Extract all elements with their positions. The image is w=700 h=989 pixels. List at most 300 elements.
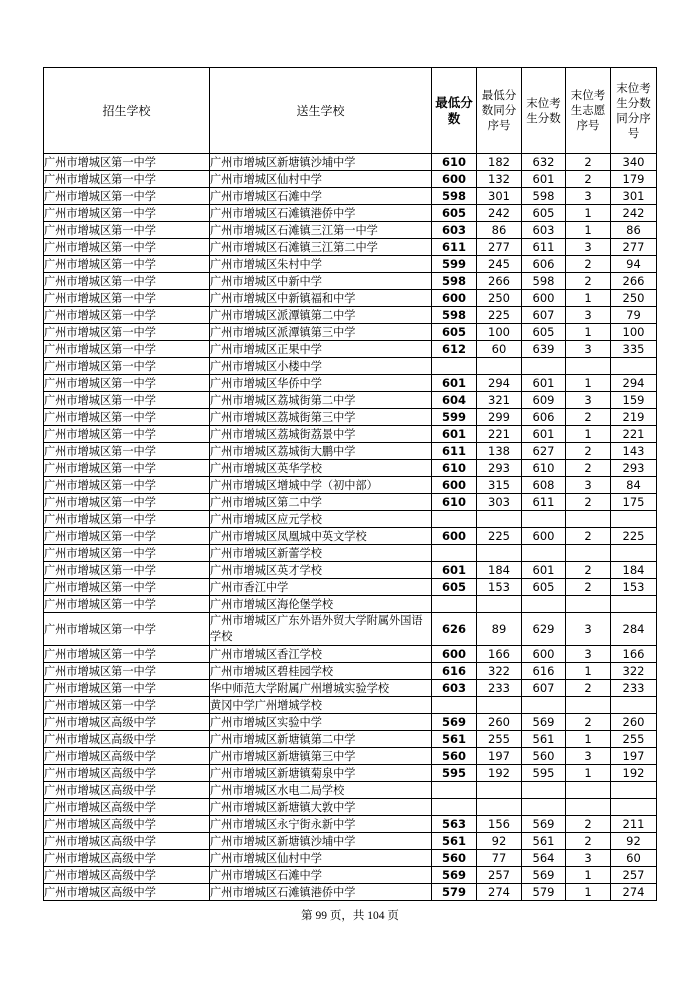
last-pref-rank-cell: 2 xyxy=(566,409,611,426)
admit-school-cell: 广州市增城区第一中学 xyxy=(44,375,210,392)
last-pref-rank-cell: 2 xyxy=(566,256,611,273)
send-school-cell: 广州市增城区碧桂园学校 xyxy=(210,663,432,680)
last-pref-rank-cell: 3 xyxy=(566,748,611,765)
table-row xyxy=(44,714,657,731)
last-score-cell: 560 xyxy=(522,748,566,765)
min-score-rank-cell xyxy=(477,511,522,528)
min-score-rank-cell xyxy=(477,799,522,816)
min-score-cell: 611 xyxy=(432,443,477,460)
admit-school-cell: 广州市增城区第一中学 xyxy=(44,307,210,324)
min-score-rank-cell: 315 xyxy=(477,477,522,494)
min-score-cell: 569 xyxy=(432,714,477,731)
table-row xyxy=(44,528,657,545)
min-score-cell: 600 xyxy=(432,646,477,663)
last-score-cell: 627 xyxy=(522,443,566,460)
admit-school-cell: 广州市增城区第一中学 xyxy=(44,205,210,222)
min-score-rank-cell: 299 xyxy=(477,409,522,426)
send-school-cell: 广州市增城区荔城街大鹏中学 xyxy=(210,443,432,460)
admit-school-cell: 广州市增城区第一中学 xyxy=(44,579,210,596)
last-same-rank-cell xyxy=(611,511,657,528)
min-score-rank-cell: 192 xyxy=(477,765,522,782)
table-row xyxy=(44,443,657,460)
score-table xyxy=(43,67,657,901)
send-school-cell: 广州市增城区石滩镇港侨中学 xyxy=(210,205,432,222)
min-score-cell: 598 xyxy=(432,188,477,205)
min-score-rank-cell: 257 xyxy=(477,867,522,884)
table-row xyxy=(44,358,657,375)
min-score-cell: 601 xyxy=(432,426,477,443)
send-school-cell: 广州市增城区新塘镇菊泉中学 xyxy=(210,765,432,782)
last-score-cell: 561 xyxy=(522,731,566,748)
last-score-cell xyxy=(522,697,566,714)
send-school-cell: 广州市增城区增城中学（初中部） xyxy=(210,477,432,494)
table-row xyxy=(44,562,657,579)
min-score-rank-cell xyxy=(477,782,522,799)
min-score-cell: 612 xyxy=(432,341,477,358)
last-pref-rank-cell: 1 xyxy=(566,884,611,901)
last-same-rank-cell: 250 xyxy=(611,290,657,307)
last-same-rank-cell: 277 xyxy=(611,239,657,256)
min-score-cell: 600 xyxy=(432,171,477,188)
last-score-cell: 607 xyxy=(522,680,566,697)
min-score-rank-cell: 100 xyxy=(477,324,522,341)
min-score-cell: 611 xyxy=(432,239,477,256)
page-footer: 第 99 页，共 104 页 xyxy=(301,910,399,922)
min-score-cell: 603 xyxy=(432,222,477,239)
last-same-rank-cell: 284 xyxy=(611,613,657,646)
admit-school-cell: 广州市增城区第一中学 xyxy=(44,443,210,460)
last-pref-rank-cell xyxy=(566,596,611,613)
last-same-rank-cell: 266 xyxy=(611,273,657,290)
send-school-cell: 广州市增城区荔城街第三中学 xyxy=(210,409,432,426)
last-score-cell: 603 xyxy=(522,222,566,239)
last-pref-rank-cell: 1 xyxy=(566,205,611,222)
last-same-rank-cell: 100 xyxy=(611,324,657,341)
table-row xyxy=(44,596,657,613)
min-score-cell: 626 xyxy=(432,613,477,646)
header-min-score: 最低分数 xyxy=(432,68,477,154)
last-same-rank-cell: 242 xyxy=(611,205,657,222)
last-pref-rank-cell xyxy=(566,545,611,562)
admit-school-cell: 广州市增城区第一中学 xyxy=(44,697,210,714)
last-same-rank-cell: 219 xyxy=(611,409,657,426)
admit-school-cell: 广州市增城区高级中学 xyxy=(44,867,210,884)
last-same-rank-cell: 159 xyxy=(611,392,657,409)
table-row xyxy=(44,511,657,528)
min-score-rank-cell: 138 xyxy=(477,443,522,460)
table-row xyxy=(44,731,657,748)
send-school-cell: 华中师范大学附属广州增城实验学校 xyxy=(210,680,432,697)
min-score-rank-cell: 86 xyxy=(477,222,522,239)
min-score-cell: 598 xyxy=(432,307,477,324)
last-score-cell: 610 xyxy=(522,460,566,477)
last-same-rank-cell: 274 xyxy=(611,884,657,901)
min-score-rank-cell: 233 xyxy=(477,680,522,697)
send-school-cell: 广州市增城区新塘镇沙埔中学 xyxy=(210,154,432,171)
admit-school-cell: 广州市增城区高级中学 xyxy=(44,816,210,833)
min-score-rank-cell: 303 xyxy=(477,494,522,511)
send-school-cell: 广州市增城区石滩镇三江第二中学 xyxy=(210,239,432,256)
min-score-rank-cell: 277 xyxy=(477,239,522,256)
admit-school-cell: 广州市增城区高级中学 xyxy=(44,884,210,901)
min-score-rank-cell xyxy=(477,545,522,562)
last-same-rank-cell: 143 xyxy=(611,443,657,460)
table-row xyxy=(44,748,657,765)
last-same-rank-cell: 322 xyxy=(611,663,657,680)
last-score-cell: 632 xyxy=(522,154,566,171)
last-score-cell: 569 xyxy=(522,867,566,884)
last-pref-rank-cell: 1 xyxy=(566,222,611,239)
admit-school-cell: 广州市增城区高级中学 xyxy=(44,799,210,816)
admit-school-cell: 广州市增城区第一中学 xyxy=(44,460,210,477)
header-last-score: 末位考生分数 xyxy=(522,68,566,154)
table-row xyxy=(44,833,657,850)
table-row xyxy=(44,545,657,562)
last-pref-rank-cell: 2 xyxy=(566,714,611,731)
min-score-rank-cell: 156 xyxy=(477,816,522,833)
admit-school-cell: 广州市增城区第一中学 xyxy=(44,358,210,375)
last-score-cell: 605 xyxy=(522,205,566,222)
last-same-rank-cell xyxy=(611,596,657,613)
min-score-cell xyxy=(432,358,477,375)
last-same-rank-cell: 84 xyxy=(611,477,657,494)
admit-school-cell: 广州市增城区第一中学 xyxy=(44,239,210,256)
min-score-rank-cell: 225 xyxy=(477,307,522,324)
last-pref-rank-cell: 3 xyxy=(566,239,611,256)
min-score-rank-cell: 77 xyxy=(477,850,522,867)
min-score-cell: 595 xyxy=(432,765,477,782)
send-school-cell: 广州市香江中学 xyxy=(210,579,432,596)
admit-school-cell: 广州市增城区高级中学 xyxy=(44,833,210,850)
table-body xyxy=(44,154,657,901)
min-score-cell: 610 xyxy=(432,154,477,171)
send-school-cell: 广州市增城区石滩镇港侨中学 xyxy=(210,884,432,901)
send-school-cell: 广州市增城区新塘镇沙埔中学 xyxy=(210,833,432,850)
admit-school-cell: 广州市增城区第一中学 xyxy=(44,596,210,613)
last-score-cell: 611 xyxy=(522,239,566,256)
min-score-rank-cell: 260 xyxy=(477,714,522,731)
admit-school-cell: 广州市增城区高级中学 xyxy=(44,714,210,731)
min-score-rank-cell: 92 xyxy=(477,833,522,850)
last-pref-rank-cell: 1 xyxy=(566,765,611,782)
last-pref-rank-cell: 2 xyxy=(566,562,611,579)
last-same-rank-cell: 153 xyxy=(611,579,657,596)
min-score-rank-cell: 153 xyxy=(477,579,522,596)
min-score-cell: 599 xyxy=(432,256,477,273)
admit-school-cell: 广州市增城区第一中学 xyxy=(44,426,210,443)
last-pref-rank-cell: 2 xyxy=(566,833,611,850)
min-score-cell: 600 xyxy=(432,290,477,307)
min-score-cell: 561 xyxy=(432,731,477,748)
admit-school-cell: 广州市增城区第一中学 xyxy=(44,188,210,205)
table-row xyxy=(44,324,657,341)
last-pref-rank-cell: 1 xyxy=(566,731,611,748)
min-score-cell: 563 xyxy=(432,816,477,833)
min-score-cell xyxy=(432,799,477,816)
min-score-cell: 605 xyxy=(432,205,477,222)
last-pref-rank-cell: 3 xyxy=(566,646,611,663)
table-row xyxy=(44,409,657,426)
last-pref-rank-cell: 1 xyxy=(566,663,611,680)
last-score-cell: 611 xyxy=(522,494,566,511)
min-score-rank-cell: 255 xyxy=(477,731,522,748)
min-score-cell: 603 xyxy=(432,680,477,697)
table-row xyxy=(44,154,657,171)
last-same-rank-cell: 175 xyxy=(611,494,657,511)
send-school-cell: 广州市增城区华侨中学 xyxy=(210,375,432,392)
last-same-rank-cell: 255 xyxy=(611,731,657,748)
table-row xyxy=(44,816,657,833)
table-row xyxy=(44,239,657,256)
last-score-cell xyxy=(522,782,566,799)
last-same-rank-cell: 166 xyxy=(611,646,657,663)
last-score-cell: 595 xyxy=(522,765,566,782)
last-pref-rank-cell: 3 xyxy=(566,392,611,409)
admit-school-cell: 广州市增城区第一中学 xyxy=(44,545,210,562)
send-school-cell: 广州市增城区小楼中学 xyxy=(210,358,432,375)
last-score-cell xyxy=(522,545,566,562)
table-row xyxy=(44,222,657,239)
send-school-cell: 广州市增城区荔城街第二中学 xyxy=(210,392,432,409)
send-school-cell: 广州市增城区新塘镇第三中学 xyxy=(210,748,432,765)
admit-school-cell: 广州市增城区第一中学 xyxy=(44,392,210,409)
send-school-cell: 广州市增城区中新镇福和中学 xyxy=(210,290,432,307)
send-school-cell: 广州市增城区海伦堡学校 xyxy=(210,596,432,613)
admit-school-cell: 广州市增城区第一中学 xyxy=(44,613,210,646)
last-same-rank-cell: 179 xyxy=(611,171,657,188)
last-pref-rank-cell: 2 xyxy=(566,273,611,290)
admit-school-cell: 广州市增城区第一中学 xyxy=(44,511,210,528)
admit-school-cell: 广州市增城区第一中学 xyxy=(44,222,210,239)
last-score-cell: 569 xyxy=(522,714,566,731)
last-pref-rank-cell: 2 xyxy=(566,528,611,545)
min-score-cell: 601 xyxy=(432,375,477,392)
admit-school-cell: 广州市增城区第一中学 xyxy=(44,477,210,494)
send-school-cell: 广州市增城区香江学校 xyxy=(210,646,432,663)
last-score-cell: 601 xyxy=(522,171,566,188)
admit-school-cell: 广州市增城区第一中学 xyxy=(44,663,210,680)
table-row xyxy=(44,850,657,867)
table-row xyxy=(44,782,657,799)
send-school-cell: 广州市增城区永宁街永新中学 xyxy=(210,816,432,833)
last-score-cell: 616 xyxy=(522,663,566,680)
last-score-cell xyxy=(522,596,566,613)
min-score-cell: 598 xyxy=(432,273,477,290)
last-same-rank-cell xyxy=(611,697,657,714)
last-same-rank-cell: 340 xyxy=(611,154,657,171)
table-row xyxy=(44,307,657,324)
last-same-rank-cell: 293 xyxy=(611,460,657,477)
admit-school-cell: 广州市增城区第一中学 xyxy=(44,154,210,171)
send-school-cell: 广州市增城区派潭镇第三中学 xyxy=(210,324,432,341)
table-row xyxy=(44,680,657,697)
min-score-rank-cell xyxy=(477,697,522,714)
send-school-cell: 广州市增城区石滩镇三江第一中学 xyxy=(210,222,432,239)
send-school-cell: 广州市增城区朱村中学 xyxy=(210,256,432,273)
table-row xyxy=(44,460,657,477)
last-score-cell: 564 xyxy=(522,850,566,867)
admit-school-cell: 广州市增城区第一中学 xyxy=(44,409,210,426)
min-score-rank-cell: 321 xyxy=(477,392,522,409)
last-pref-rank-cell: 3 xyxy=(566,613,611,646)
admit-school-cell: 广州市增城区第一中学 xyxy=(44,171,210,188)
table-row xyxy=(44,613,657,646)
last-score-cell: 605 xyxy=(522,324,566,341)
send-school-cell: 广州市增城区第二中学 xyxy=(210,494,432,511)
last-pref-rank-cell: 3 xyxy=(566,850,611,867)
table-row xyxy=(44,341,657,358)
last-score-cell: 609 xyxy=(522,392,566,409)
last-same-rank-cell: 233 xyxy=(611,680,657,697)
min-score-cell: 561 xyxy=(432,833,477,850)
min-score-rank-cell: 221 xyxy=(477,426,522,443)
min-score-rank-cell: 182 xyxy=(477,154,522,171)
table-row xyxy=(44,646,657,663)
last-pref-rank-cell: 2 xyxy=(566,171,611,188)
last-pref-rank-cell: 2 xyxy=(566,816,611,833)
min-score-cell: 599 xyxy=(432,409,477,426)
send-school-cell: 广州市增城区广东外语外贸大学附属外国语学校 xyxy=(210,613,432,646)
last-same-rank-cell: 301 xyxy=(611,188,657,205)
last-score-cell: 608 xyxy=(522,477,566,494)
table-row xyxy=(44,273,657,290)
last-pref-rank-cell xyxy=(566,782,611,799)
last-pref-rank-cell xyxy=(566,697,611,714)
header-min-score-rank: 最低分数同分序号 xyxy=(477,68,522,154)
header-send-school: 送生学校 xyxy=(210,68,432,154)
send-school-cell: 广州市增城区实验中学 xyxy=(210,714,432,731)
send-school-cell: 广州市增城区正果中学 xyxy=(210,341,432,358)
min-score-cell: 600 xyxy=(432,528,477,545)
last-score-cell xyxy=(522,799,566,816)
send-school-cell: 广州市增城区英华学校 xyxy=(210,460,432,477)
last-score-cell: 598 xyxy=(522,188,566,205)
last-same-rank-cell: 192 xyxy=(611,765,657,782)
table-row xyxy=(44,765,657,782)
last-same-rank-cell xyxy=(611,358,657,375)
min-score-rank-cell: 274 xyxy=(477,884,522,901)
last-same-rank-cell: 92 xyxy=(611,833,657,850)
min-score-rank-cell: 89 xyxy=(477,613,522,646)
last-score-cell xyxy=(522,511,566,528)
last-pref-rank-cell: 2 xyxy=(566,460,611,477)
min-score-rank-cell xyxy=(477,358,522,375)
last-score-cell: 607 xyxy=(522,307,566,324)
last-pref-rank-cell xyxy=(566,511,611,528)
last-pref-rank-cell: 2 xyxy=(566,443,611,460)
admit-school-cell: 广州市增城区第一中学 xyxy=(44,680,210,697)
send-school-cell: 广州市增城区中新中学 xyxy=(210,273,432,290)
last-same-rank-cell xyxy=(611,782,657,799)
min-score-cell: 600 xyxy=(432,477,477,494)
min-score-rank-cell: 294 xyxy=(477,375,522,392)
table-row xyxy=(44,426,657,443)
min-score-cell xyxy=(432,697,477,714)
last-score-cell: 606 xyxy=(522,409,566,426)
last-score-cell: 605 xyxy=(522,579,566,596)
last-same-rank-cell xyxy=(611,545,657,562)
last-pref-rank-cell xyxy=(566,358,611,375)
send-school-cell: 广州市增城区荔城街荔景中学 xyxy=(210,426,432,443)
header-last-same-rank: 末位考生分数同分序号 xyxy=(611,68,657,154)
last-same-rank-cell: 257 xyxy=(611,867,657,884)
admit-school-cell: 广州市增城区第一中学 xyxy=(44,273,210,290)
min-score-rank-cell: 242 xyxy=(477,205,522,222)
table-row xyxy=(44,663,657,680)
last-same-rank-cell: 225 xyxy=(611,528,657,545)
admit-school-cell: 广州市增城区第一中学 xyxy=(44,341,210,358)
table-row xyxy=(44,392,657,409)
table-row xyxy=(44,256,657,273)
last-same-rank-cell: 211 xyxy=(611,816,657,833)
last-pref-rank-cell: 2 xyxy=(566,494,611,511)
min-score-rank-cell: 322 xyxy=(477,663,522,680)
last-pref-rank-cell: 3 xyxy=(566,188,611,205)
table-row xyxy=(44,205,657,222)
last-score-cell: 569 xyxy=(522,816,566,833)
min-score-cell xyxy=(432,545,477,562)
header-last-pref-rank: 末位考生志愿序号 xyxy=(566,68,611,154)
send-school-cell: 广州市增城区水电二局学校 xyxy=(210,782,432,799)
table-row xyxy=(44,477,657,494)
last-pref-rank-cell: 1 xyxy=(566,290,611,307)
last-score-cell: 600 xyxy=(522,646,566,663)
last-pref-rank-cell: 3 xyxy=(566,477,611,494)
last-score-cell: 579 xyxy=(522,884,566,901)
min-score-cell: 605 xyxy=(432,324,477,341)
admit-school-cell: 广州市增城区第一中学 xyxy=(44,646,210,663)
send-school-cell: 广州市增城区派潭镇第二中学 xyxy=(210,307,432,324)
send-school-cell: 广州市增城区仙村中学 xyxy=(210,850,432,867)
table-header-row xyxy=(44,68,657,154)
last-same-rank-cell: 94 xyxy=(611,256,657,273)
table-row xyxy=(44,799,657,816)
min-score-rank-cell: 293 xyxy=(477,460,522,477)
last-score-cell: 639 xyxy=(522,341,566,358)
last-score-cell: 606 xyxy=(522,256,566,273)
min-score-cell: 610 xyxy=(432,460,477,477)
send-school-cell: 黄冈中学广州增城学校 xyxy=(210,697,432,714)
admit-school-cell: 广州市增城区高级中学 xyxy=(44,731,210,748)
send-school-cell: 广州市增城区英才学校 xyxy=(210,562,432,579)
last-score-cell: 598 xyxy=(522,273,566,290)
last-score-cell: 601 xyxy=(522,562,566,579)
admit-school-cell: 广州市增城区第一中学 xyxy=(44,256,210,273)
min-score-cell: 616 xyxy=(432,663,477,680)
min-score-cell: 560 xyxy=(432,748,477,765)
send-school-cell: 广州市增城区仙村中学 xyxy=(210,171,432,188)
min-score-rank-cell: 166 xyxy=(477,646,522,663)
min-score-rank-cell: 132 xyxy=(477,171,522,188)
last-pref-rank-cell: 2 xyxy=(566,680,611,697)
table-row xyxy=(44,884,657,901)
admit-school-cell: 广州市增城区高级中学 xyxy=(44,782,210,799)
table-row xyxy=(44,697,657,714)
min-score-cell xyxy=(432,511,477,528)
last-same-rank-cell: 184 xyxy=(611,562,657,579)
admit-school-cell: 广州市增城区第一中学 xyxy=(44,528,210,545)
header-admit-school: 招生学校 xyxy=(44,68,210,154)
min-score-cell xyxy=(432,596,477,613)
last-score-cell xyxy=(522,358,566,375)
table-row xyxy=(44,579,657,596)
min-score-rank-cell: 301 xyxy=(477,188,522,205)
send-school-cell: 广州市增城区应元学校 xyxy=(210,511,432,528)
last-same-rank-cell: 197 xyxy=(611,748,657,765)
admit-school-cell: 广州市增城区高级中学 xyxy=(44,765,210,782)
admit-school-cell: 广州市增城区第一中学 xyxy=(44,290,210,307)
last-pref-rank-cell: 2 xyxy=(566,579,611,596)
